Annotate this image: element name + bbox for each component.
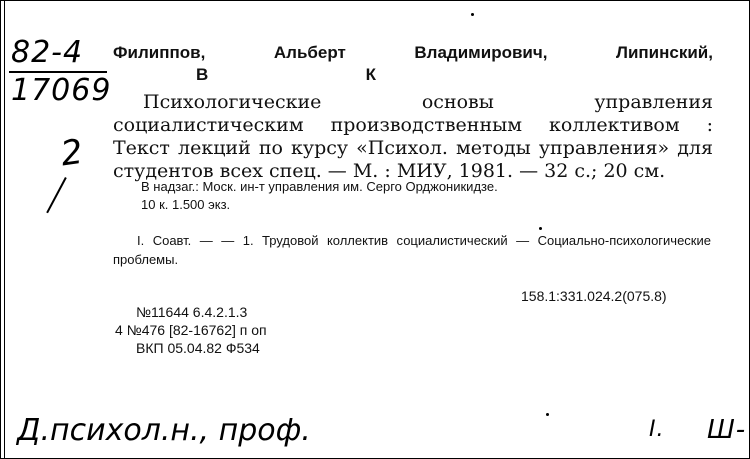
- margin-handwritten-mark: 2: [58, 131, 87, 175]
- initial-second: К: [365, 65, 376, 84]
- coauthor-surname: Липинский,: [616, 43, 713, 62]
- note-institution: В надзаг.: Моск. ин-т управления им. Серго Орджоникидзе.: [141, 179, 498, 194]
- title-description: Психологические основы управления социалистическим производственным коллективом : Текст лекций по курсу «Психол. методы управления» для студентов всех спец. — М. : МИУ, 1981. — 32 с.; 20 см.: [113, 91, 713, 182]
- note-price-print-run: 10 к. 1.500 экз.: [141, 197, 231, 212]
- ink-speck: [471, 13, 474, 16]
- handwritten-mark-right-2: Ш-: [707, 415, 747, 445]
- registration-line-1: №11644 6.4.2.1.3: [136, 304, 248, 320]
- handwritten-mark-right-1: I.: [649, 417, 665, 442]
- initial-first: В: [196, 65, 209, 84]
- ink-speck: [539, 227, 542, 230]
- author-given-name: Альберт: [273, 43, 346, 62]
- author-surname: Филиппов,: [113, 43, 206, 62]
- udc-classification: 158.1:331.024.2(075.8): [521, 288, 667, 304]
- margin-slash-stroke: [46, 177, 67, 213]
- author-initials: [196, 65, 376, 85]
- author-heading: [113, 43, 713, 63]
- call-number-bottom: 17069: [11, 73, 112, 108]
- handwritten-degree-note: Д.психол.н., проф.: [17, 413, 311, 448]
- registration-line-3: ВКП 05.04.82 Ф534: [136, 340, 260, 356]
- ink-speck: [546, 413, 549, 416]
- author-patronymic: Владимирович,: [414, 43, 548, 62]
- call-number-top: 82-4: [11, 35, 84, 70]
- subject-tracings: I. Соавт. — — 1. Трудовой коллектив социалистический — Социально-психологические проблемы.: [113, 233, 711, 267]
- registration-line-2: 4 №476 [82-16762] п оп: [115, 322, 267, 338]
